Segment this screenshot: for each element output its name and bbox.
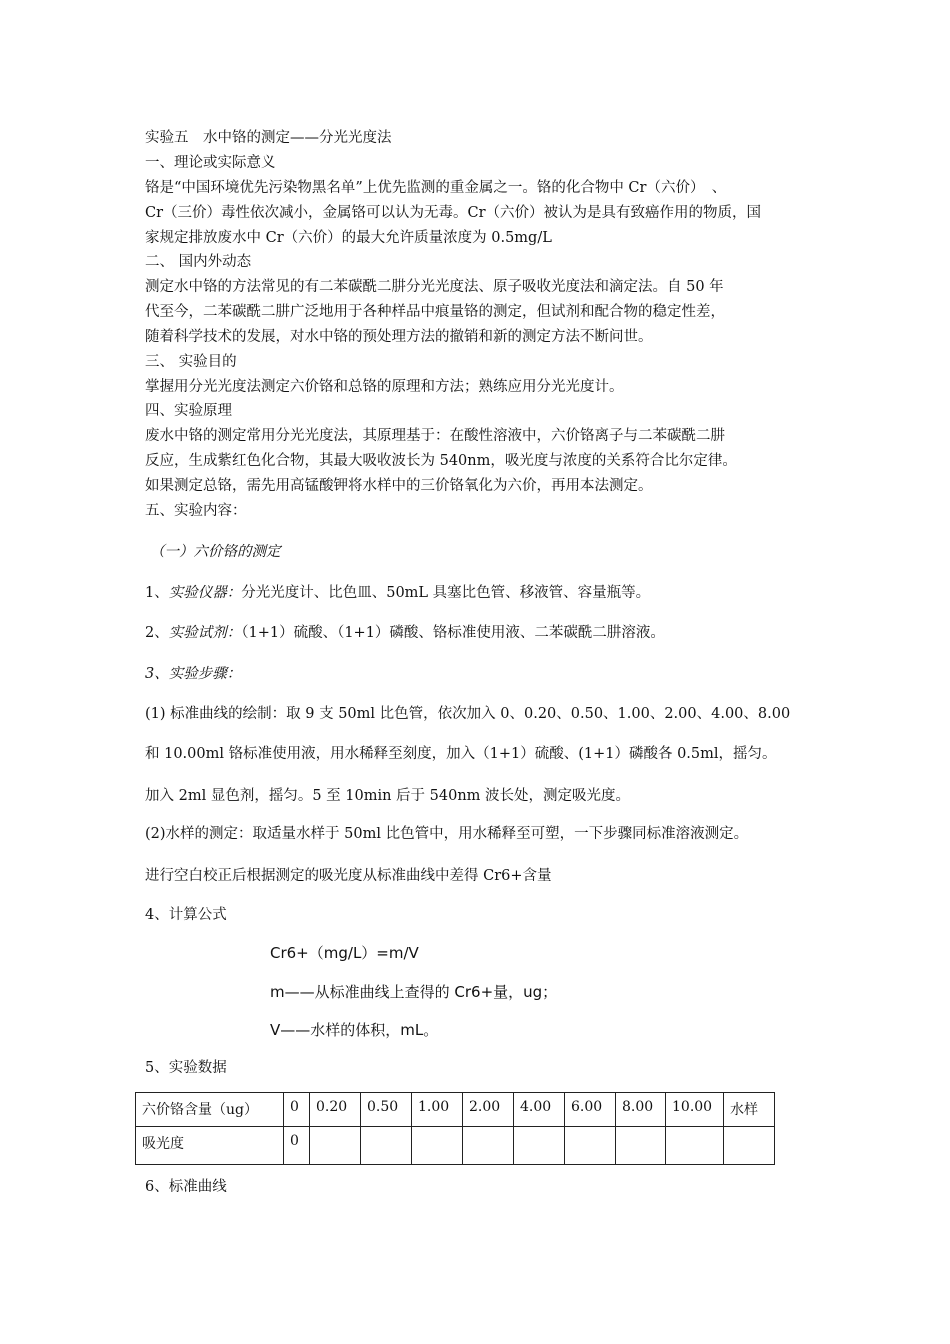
table-cell: 0 (284, 1127, 310, 1165)
section-1-line-2: Cr（三价）毒性依次减小，金属铬可以认为无毒。Cr（六价）被认为是具有致癌作用的物质，国 (145, 205, 762, 221)
table-cell (514, 1127, 565, 1165)
table-row (136, 1093, 775, 1127)
data-table (135, 1092, 775, 1165)
item-5: 5、实验数据 (145, 1060, 227, 1076)
table-cell (361, 1127, 412, 1165)
table-cell: 10.00 (666, 1093, 724, 1127)
table-cell: 水样 (724, 1093, 775, 1127)
table-cell: 0 (284, 1093, 310, 1127)
table-cell (666, 1127, 724, 1165)
section-2-line-3: 随着科学技术的发展，对水中铬的预处理方法的撤销和新的测定方法不断问世。 (145, 329, 653, 345)
section-1-heading: 一、理论或实际意义 (145, 155, 276, 171)
formula-line-2: m——从标准曲线上查得的 Cr6+量，ug； (270, 983, 558, 1001)
item-1-text: 分光光度计、比色皿、50mL 具塞比色管、移液管、容量瓶等。 (241, 585, 651, 601)
table-cell: 2.00 (463, 1093, 514, 1127)
table-cell: 0.50 (361, 1093, 412, 1127)
section-2-heading: 二、 国内外动态 (145, 254, 252, 270)
step-2-line-1: (2)水样的测定：取适量水样于 50ml 比色管中，用水稀释至可塑，一下步骤同标准溶液测定。 (145, 826, 749, 842)
step-1-line-3: 加入 2ml 显色剂，摇匀。5 至 10min 后于 540nm 波长处，测定吸光度。 (145, 788, 631, 804)
section-2-line-1: 测定水中铬的方法常见的有二苯碳酰二肼分光光度法、原子吸收光度法和滴定法。自 50 年 (145, 279, 724, 295)
item-4: 4、计算公式 (145, 907, 227, 923)
doc-title: 实验五 水中铬的测定——分光光度法 (145, 130, 392, 146)
item-2-label: 实验试剂： (168, 625, 242, 641)
table-cell: 8.00 (616, 1093, 666, 1127)
table-cell: 1.00 (412, 1093, 463, 1127)
table-cell (724, 1127, 775, 1165)
table-cell: 4.00 (514, 1093, 565, 1127)
step-1-line-2: 和 10.00ml 铬标准使用液，用水稀释至刻度，加入（1+1）硫酸、(1+1）磷酸各 0.5ml，摇匀。 (145, 746, 777, 762)
table-cell (565, 1127, 616, 1165)
table-cell: 六价铬含量（ug） (136, 1093, 284, 1127)
section-3-line-1: 掌握用分光光度法测定六价铬和总铬的原理和方法；熟练应用分光光度计。 (145, 379, 624, 395)
section-4-line-3: 如果测定总铬，需先用高锰酸钾将水样中的三价铬氧化为六价，再用本法测定。 (145, 478, 653, 494)
item-2 (145, 623, 665, 643)
item-6: 6、标准曲线 (145, 1179, 227, 1195)
item-1 (145, 583, 650, 603)
item-2-text: （1+1）硫酸、（1+1）磷酸、铬标准使用液、二苯碳酰二肼溶液。 (241, 625, 665, 641)
table-row (136, 1127, 775, 1165)
item-2-number: 2、 (145, 625, 169, 641)
table-cell (463, 1127, 514, 1165)
table-cell (412, 1127, 463, 1165)
section-4-heading: 四、实验原理 (145, 403, 232, 419)
section-1-line-1: 铬是“中国环境优先污染物黑名单”上优先监测的重金属之一。铬的化合物中 Cr（六价） 、 (145, 180, 727, 196)
subsection-heading: （一）六价铬的测定 (150, 544, 281, 560)
table-cell: 0.20 (310, 1093, 361, 1127)
section-1-line-3: 家规定排放废水中 Cr（六价）的最大允许质量浓度为 0.5mg/L (145, 230, 552, 246)
step-1-line-1: (1) 标准曲线的绘制：取 9 支 50ml 比色管，依次加入 0、0.20、0.50、1.00、2.00、4.00、8.00 (145, 706, 791, 722)
table-cell: 6.00 (565, 1093, 616, 1127)
section-4-line-2: 反应，生成紫红色化合物，其最大吸收波长为 540nm，吸光度与浓度的关系符合比尔定律。 (145, 453, 737, 469)
step-2-line-2: 进行空白校正后根据测定的吸光度从标准曲线中差得 Cr6+含量 (145, 868, 552, 884)
formula-line-3: V——水样的体积，mL。 (270, 1021, 439, 1039)
item-3: 3、实验步骤： (145, 666, 242, 682)
item-1-label: 实验仪器： (168, 585, 242, 601)
section-2-line-2: 代至今，二苯碳酰二肼广泛地用于各种样品中痕量铬的测定，但试剂和配合物的稳定性差， (145, 304, 725, 320)
item-1-number: 1、 (145, 585, 169, 601)
section-3-heading: 三、 实验目的 (145, 354, 237, 370)
table-cell (310, 1127, 361, 1165)
section-4-line-1: 废水中铬的测定常用分光光度法，其原理基于：在酸性溶液中，六价铬离子与二苯碳酰二肼 (145, 428, 725, 444)
formula-line-1: Cr6+（mg/L）=m/V (270, 944, 419, 962)
table-cell (616, 1127, 666, 1165)
table-cell: 吸光度 (136, 1127, 284, 1165)
section-5-heading: 五、实验内容： (145, 503, 247, 519)
